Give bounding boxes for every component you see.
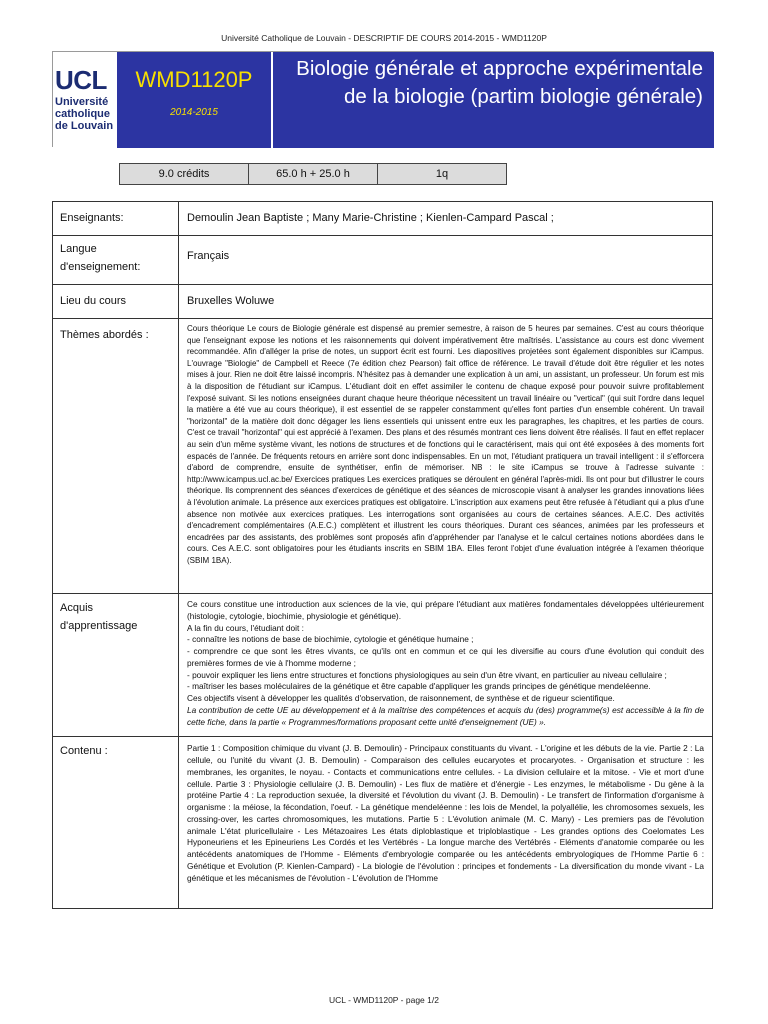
hours-value: 65.0 h + 25.0 h xyxy=(249,164,378,184)
acquis-contribution: La contribution de cette UE au développement et à la maîtrise des compétences et acquis du (des) programme(s) est accessible à la fin de cette fiche, dans la partie « Programmes/formations proposant cette unité d'enseignement (UE) ». xyxy=(187,704,704,727)
credits-bar xyxy=(119,163,507,185)
acquis-fin: A la fin du cours, l'étudiant doit : xyxy=(187,622,304,633)
document-header: Université Catholique de Louvain - DESCRIPTIF DE COURS 2014-2015 - WMD1120P xyxy=(221,33,547,43)
value-langue: Français xyxy=(179,236,713,285)
logo-acronym: UCL xyxy=(55,65,107,95)
label-enseignants: Enseignants: xyxy=(53,202,179,236)
acquis-intro: Ce cours constitue une introduction aux sciences de la vie, qui prépare l'étudiant aux matières fondamentales développées ultérieurement (histologie, cytologie, biochimie, physiologie et génétique). xyxy=(187,599,704,621)
credits-value: 9.0 crédits xyxy=(120,164,249,184)
value-contenu: Partie 1 : Composition chimique du vivant (J. B. Demoulin) - Principaux constituants du vivant. - L'origine et les débuts de la vie. Partie 2 : La cellule, ou l'unité du vivant (J. B. Demoulin) - Comparaison des cellules eucaryotes et procaryotes. - Organisation et structure : les membranes, les organites, le noyau. - Contacts et communications entre cellules. - La division cellulaire et la mitose. - Vie et mort d'une cellule. Partie 3 : Physiologie cellulaire (J. B. Demoulin) - Les flux de matière et d'énergie - Les enzymes, le métabolisme - Du gène à la protéine Partie 4 : La reproduction sexuée, la diversité et l'évolution du vivant (J. B. Demoulin) - Le transfert de l'information d'organisme à organisme : la méiose, la fécondation, l'oeuf. - La génétique mendeléenne : les lois de Mendel, la polyallélie, les chromosomes sexuels, les crossing-over, les cartes chromosomiques, les mutations. Partie 5 : L'évolution animale (M. C. Many) - Les premiers pas de l'évolution animale L'état pluricellulaire - Les Métazoaires Les états diploblastique et triploblastique - Les grandes options des Coelomates Les Hyponeuriens et les Epineuriens Les Cordés et les Vertébrés - La longue marche des Vertébrés - Eléments d'anatomie comparée ou les antécédents anatomiques de l'Homme - Eléments d'embryologie comparée ou les antécédents embryologiques de l'Homme Partie 6 : Génétique et Evolution (P. Kienlen-Campard) - La biologie de l'évolution : principes et fondements - La diversification du monde vivant - La génétique et les mécanismes de l'évolution - L'évolution de l'Homme xyxy=(179,737,713,909)
course-title: Biologie générale et approche expérimentale de la biologie (partim biologie générale) xyxy=(296,57,703,108)
course-code: WMD1120P xyxy=(135,67,253,92)
row-contenu xyxy=(53,737,713,909)
row-lieu xyxy=(53,285,713,319)
acquis-objectifs: Ces objectifs visent à développer les qualités d'observation, de raisonnement, de synthèse et de rigueur scientifique. xyxy=(187,693,615,703)
page-footer: UCL - WMD1120P - page 1/2 xyxy=(329,995,439,1005)
acquis-item: - comprendre ce que sont les êtres vivants, ce qu'ils ont en commun et ce qui les diversifie au cours d'une évolution qui conduit des premières formes de vie à l'homme moderne ; xyxy=(187,646,704,668)
acquis-item: - pouvoir expliquer les liens entre structures et fonctions physiologiques au sein d'un être vivant, en particulier au niveau cellulaire ; xyxy=(187,669,667,680)
row-enseignants xyxy=(53,202,713,236)
logo-university-name: Université catholique de Louvain xyxy=(55,96,114,132)
label-lieu: Lieu du cours xyxy=(53,285,179,319)
value-lieu: Bruxelles Woluwe xyxy=(179,285,713,319)
label-contenu: Contenu : xyxy=(53,737,179,909)
label-themes: Thèmes abordés : xyxy=(53,319,179,594)
ucl-logo xyxy=(53,52,117,148)
course-description-table xyxy=(52,201,713,909)
row-themes xyxy=(53,319,713,594)
course-header xyxy=(52,51,713,147)
value-acquis xyxy=(179,594,713,737)
row-langue xyxy=(53,236,713,285)
acquis-item: - maîtriser les bases moléculaires de la génétique et être capable d'appliquer les grands principes de génétique mendeléenne. xyxy=(187,681,651,692)
row-acquis xyxy=(53,594,713,737)
value-themes: Cours théorique Le cours de Biologie générale est dispensé au premier semestre, à raison de 5 heures par semaines. C'est au cours théorique que l'enseignant expose les notions et les raisonnements qui doivent impérativement être maîtrisés. L'assistance au cours est donc vivement recommandée. Afin d'alléger la prise de notes, un support écrit est fourni. Les diapositives projetées sont également disponibles sur iCampus. L'ouvrage "Biologie" de Campbell et Reece (7e édition chez Pearson) fait office de référence. Le travail d'étude doit être régulier et les notes mises à jour. Rien ne doit être laissé incompris. N'hésitez pas à demander une explication à un ami, un assistant, un professeur. Un forum est mis à la disposition de l'étudiant sur iCampus. L'étudiant doit en effet assimiler le contenu de chaque exposé pour pouvoir suivre profitablement l'exposé suivant. Si les notions enseignées durant chaque heure théorique nécessitent un travail linéaire ou "vertical" (qui suit l'ordre dans lequel la matière a été vue au cours théorique), il est essentiel de se rappeler constamment qu'elles font parties d'un ensemble cohérent. Un travail "horizontal" de la matière doit donc dégager les liens essentiels qui unissent entre eux les paragraphes, les chapitres, et les parties de cours. C'est ce travail "horizontal" qui est apprécié à l'examen. Des plans et des résumés montrant ces liens doivent être réalisés. Il faut en effet replacer au sein d'un même système vivant, les notions de structures et de fonctions qui le caractérisent, mais qui ont été exposées à des moments fort espacés de l'année. De fréquents retours en arrière sont donc indispensables. En un mot, l'étudiant pratiquera un travail intelligent : il s'efforcera d'abord de comprendre, ensuite de synthétiser, enfin de mémoriser. NB : le site iCampus se trouve à l'adresse suivante : http://www.icampus.ucl.ac.be/ Exercices pratiques Les exercices pratiques se déroulent en général l'après-midi. Ils ont pour but d'illustrer le cours théorique. Ils comprennent des séances d'exercices de génétique et des séances de microscopie visant à analyser les grandes innovations liées à l'évolution animale. La présence aux exercices pratiques est obligatoire. L'inscription aux examens peut être refusée à l'étudiant qui a plus d'une absence non motivée aux exercices pratiques. Les interrogations sont organisées au cours de certaines séances. A.E.C. Des activités d'encadrement complémentaires (A.E.C.) complètent et illustrent les cours théoriques. Durant ces séances, animées par les professeurs et encadrées par des assistants, des problèmes sont proposés afin d'appréhender par l'analyse et le calcul certaines notions abordées dans le cours. Ces A.E.C. sont obligatoires pour les étudiants inscrits en SBIM 1BA. Elles feront l'objet d'une évaluation intégrée à l'examen théorique (SBIM 1BA). xyxy=(179,319,713,594)
quadrimester-value: 1q xyxy=(378,164,506,184)
course-title-box xyxy=(271,52,714,148)
label-acquis: Acquis d'apprentissage xyxy=(53,594,179,737)
acquis-item: - connaître les notions de base de biochimie, cytologie et génétique humaine ; xyxy=(187,634,474,645)
academic-year: 2014-2015 xyxy=(170,107,218,118)
label-langue: Langue d'enseignement: xyxy=(53,236,179,285)
course-code-box xyxy=(117,52,271,148)
value-enseignants: Demoulin Jean Baptiste ; Many Marie-Christine ; Kienlen-Campard Pascal ; xyxy=(179,202,713,236)
